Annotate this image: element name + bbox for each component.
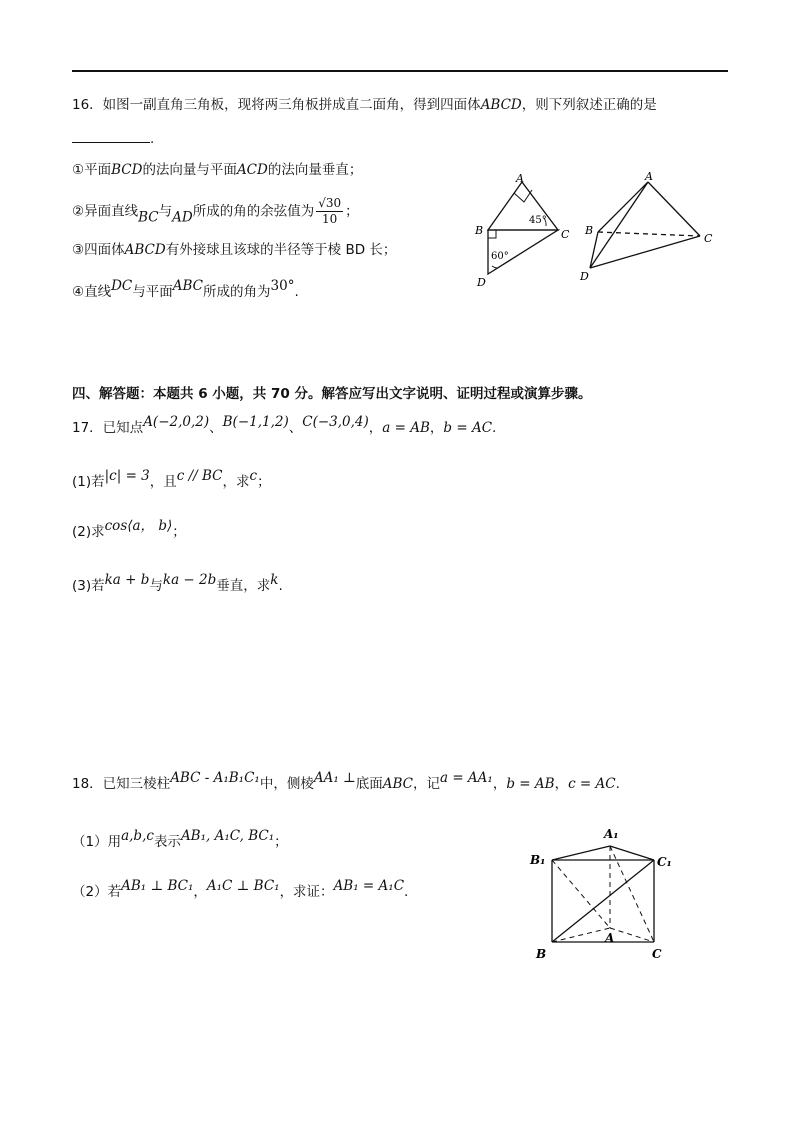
prism-label-c1: C₁ (657, 855, 672, 869)
prism-label-a: A (605, 931, 615, 945)
section-heading: 四、解答题：本题共 6 小题，共 70 分。解答应写出文字说明、证明过程或演算步骤。 (72, 386, 592, 402)
fig1-angle-60: 60° (491, 251, 509, 262)
prism-label-c: C (652, 947, 662, 961)
tetrahedron-figure (580, 168, 720, 283)
fig2-label-b: B (585, 224, 594, 237)
prism-label-b: B (536, 947, 547, 961)
prism-label-a1: A₁ (604, 827, 619, 841)
fig1-label-d: D (477, 276, 486, 289)
q17-stem: 17．已知点A(−2,0,2)、B(−1,1,2)、C(−3,0,4)，a = AB，b = AC. (72, 414, 497, 436)
q16-option-2: ②异面直线BC与AD所成的角的余弦值为 $\frac{√30}{10}$ ； (72, 196, 359, 226)
q16-stem: 16．如图一副直角三角板，现将两三角板拼成直二面角，得到四面体ABCD，则下列叙述正确的是 (72, 97, 657, 113)
fig2-label-a: A (645, 170, 653, 183)
prism-label-b1: B₁ (530, 853, 546, 867)
q17-part-1: (1)若|c| = 3，且c // BC，求c； (72, 468, 271, 490)
q18-part-1: （1）用a,b,c表示AB₁, A₁C, BC₁； (72, 828, 288, 850)
fig1-label-b: B (475, 224, 484, 237)
q16-answer-blank: . (72, 128, 154, 149)
q18-stem: 18．已知三棱柱ABC - A₁B₁C₁中，侧棱AA₁ ⊥底面ABC，记a = AA₁，b = AB，c = AC. (72, 770, 620, 792)
fig2-label-c: C (704, 232, 713, 245)
set-squares-figure (466, 168, 576, 293)
prism-figure (528, 822, 678, 962)
fig1-label-c: C (561, 228, 570, 241)
q16-option-3: ③四面体ABCD有外接球且该球的半径等于棱 BD 长； (72, 242, 397, 258)
q18-part-2: （2）若AB₁ ⊥ BC₁，A₁C ⊥ BC₁，求证：AB₁ = A₁C. (72, 878, 409, 900)
fig2-label-d: D (580, 270, 589, 283)
q16-option-1: ①平面BCD的法向量与平面ACD的法向量垂直； (72, 162, 363, 178)
fig1-label-a: A (516, 172, 524, 185)
q17-part-3: (3)若ka + b与ka − 2b垂直，求k. (72, 572, 283, 594)
q16-option-4: ④直线DC与平面ABC所成的角为30°. (72, 278, 299, 300)
q17-part-2: (2)求cos⟨a， b⟩； (72, 518, 186, 540)
fig1-angle-45: 45° (529, 215, 547, 226)
header-rule (72, 70, 728, 72)
cosine-fraction: $\frac{√30}{10}$ (318, 196, 342, 226)
